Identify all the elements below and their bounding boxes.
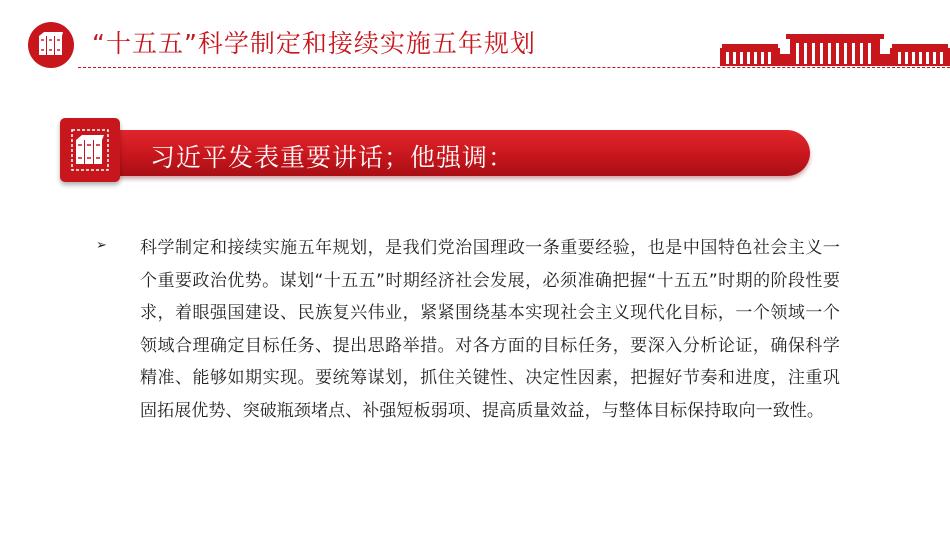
banner-heading: 习近平发表重要讲话；他强调：	[150, 143, 515, 172]
body-paragraph: 科学制定和接续实施五年规划，是我们党治国理政一条重要经验，也是中国特色社会主义一个重要政治优势。谋划“十五五”时期经济社会发展，必须准确把握“十五五”时期的阶段性要求，着眼强国建设、民族复兴伟业，紧紧围绕基本实现社会主义现代化目标，一个领域一个领域合理确定目标任务、提出思路举措。对各方面的目标任务，要深入分析论证，确保科学精准、能够如期实现。要统筹谋划，抓住关键性、决定性因素，把握好节奏和进度，注重巩固拓展优势、突破瓶颈堵点、补强短板弱项、提高质量效益，与整体目标保持取向一致性。	[140, 238, 840, 421]
page-title: “十五五”科学制定和接续实施五年规划	[92, 29, 536, 58]
books-icon	[28, 22, 74, 68]
banner-books-icon	[60, 118, 120, 182]
bullet-arrow-icon: ➢	[96, 238, 107, 253]
building-silhouette-icon	[720, 34, 950, 68]
